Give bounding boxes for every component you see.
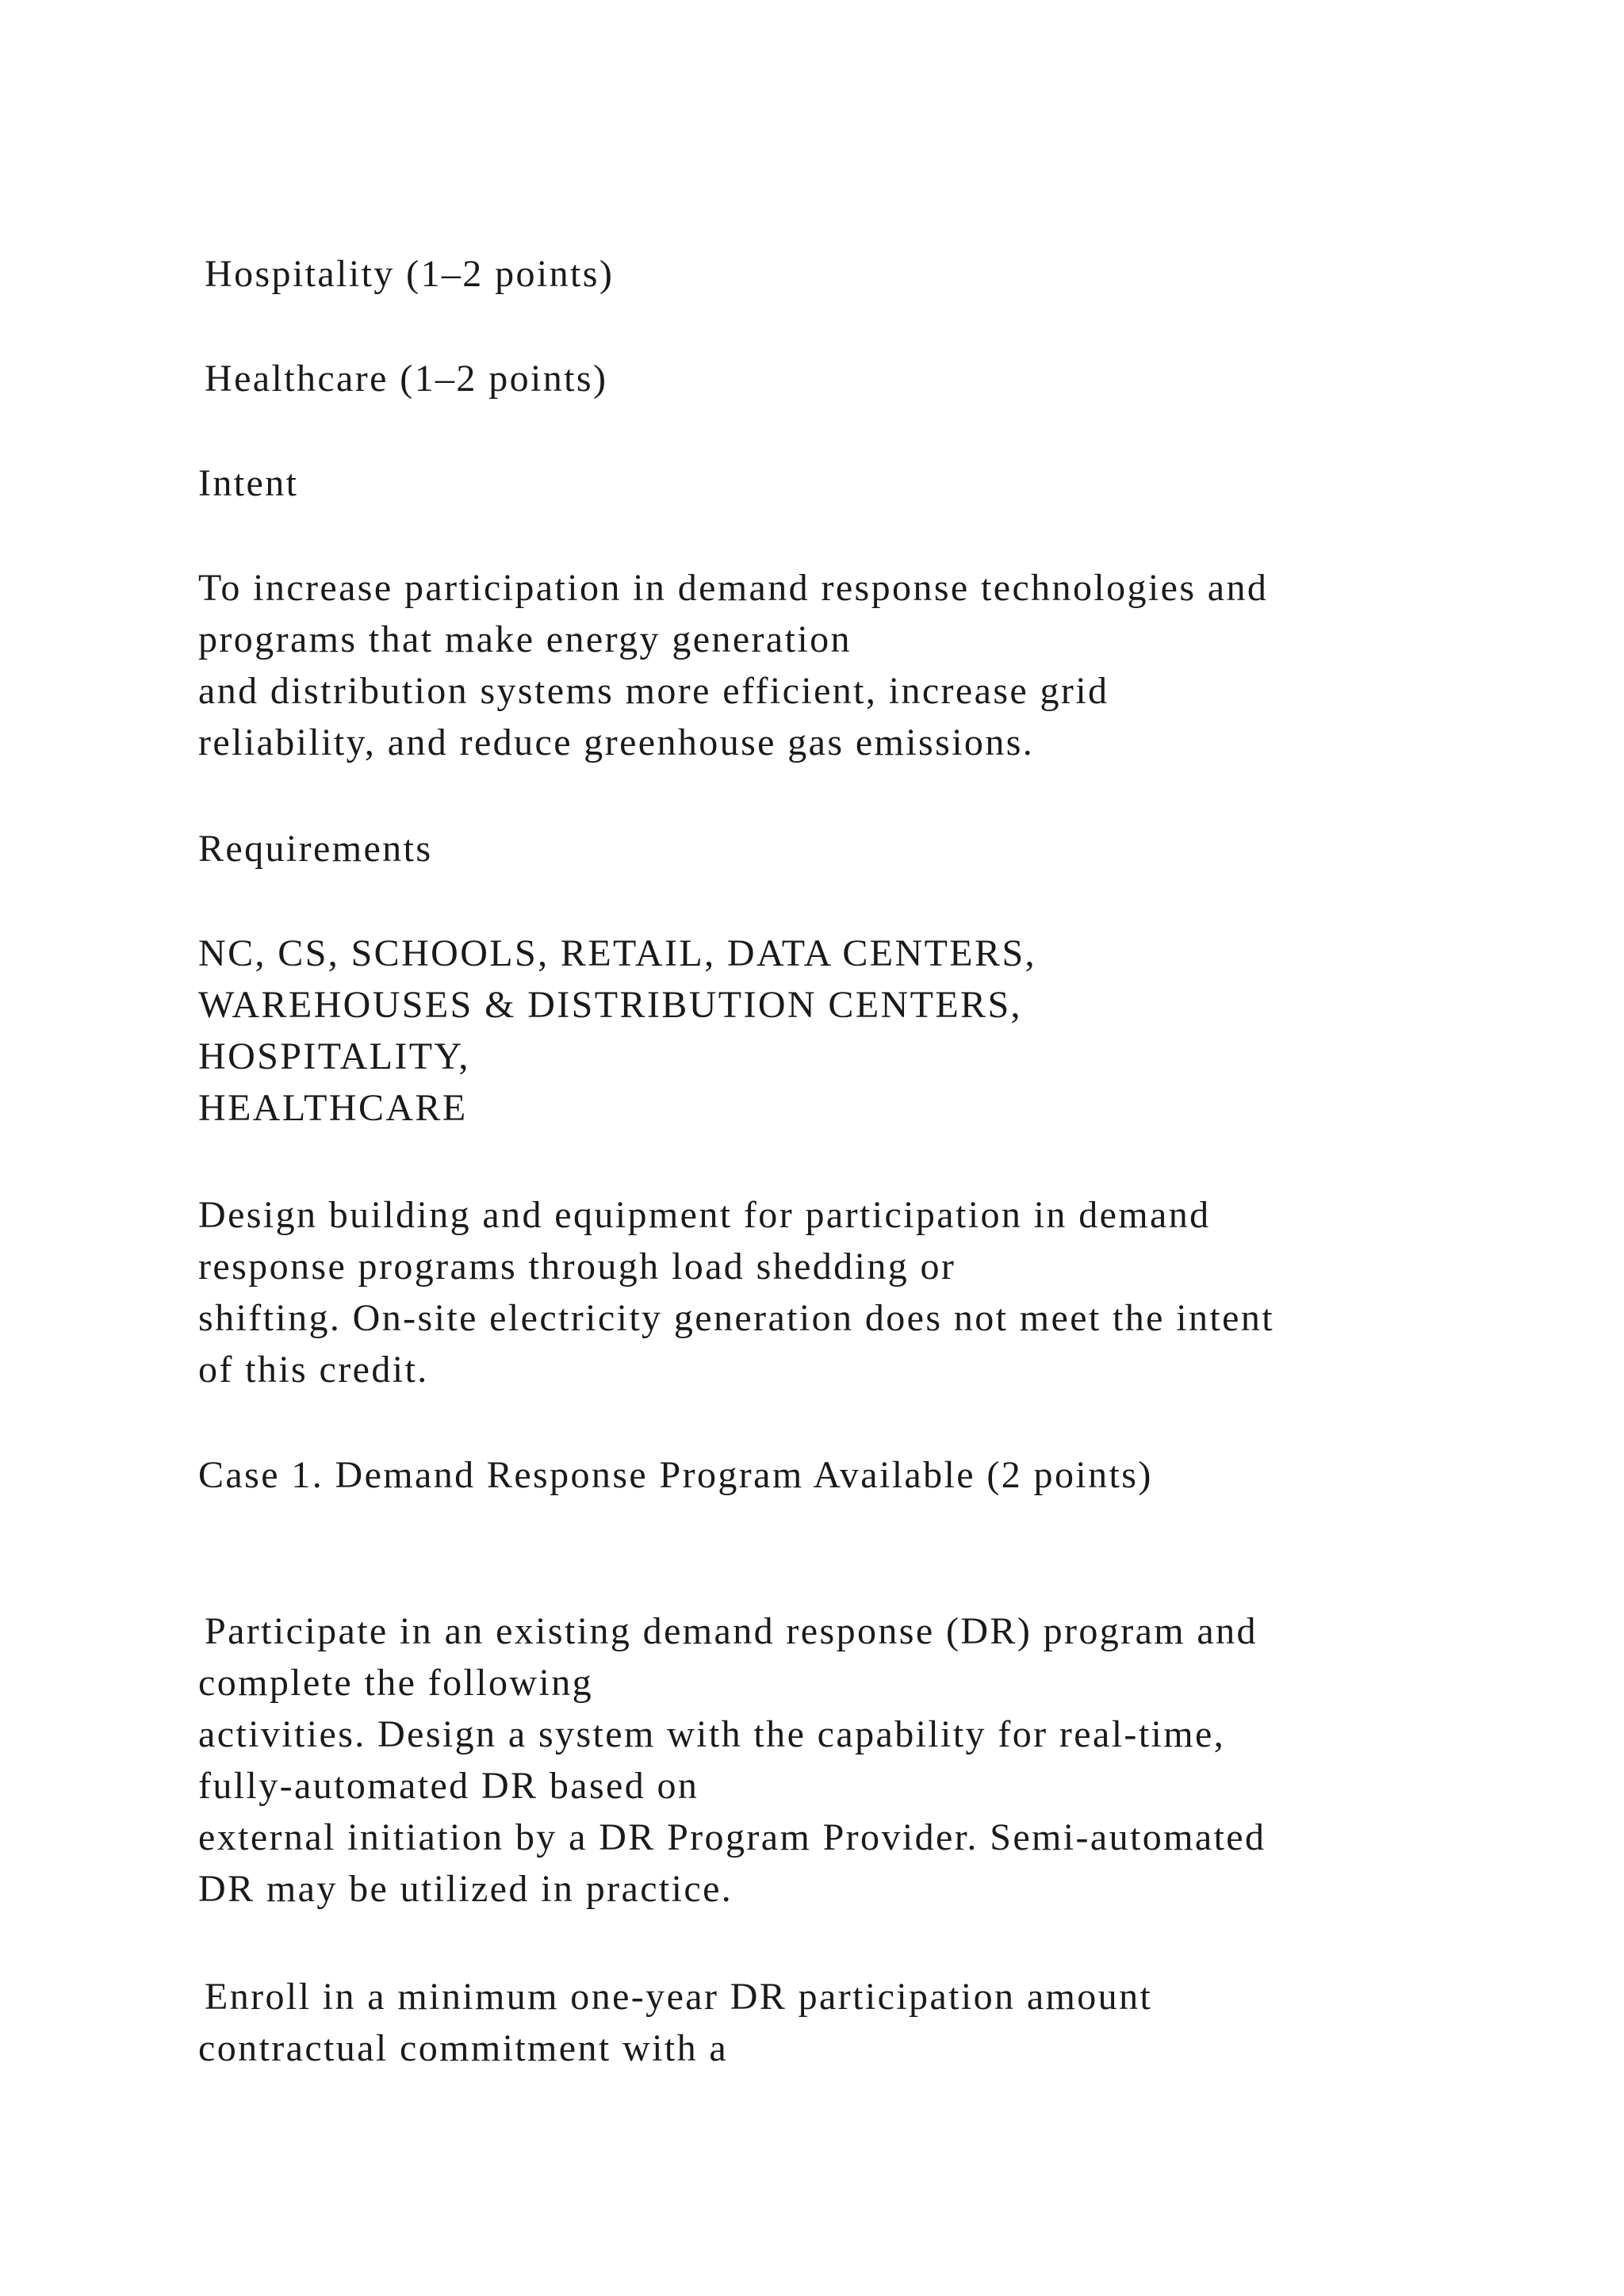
paragraph-line: Participate in an existing demand response (DR) program and bbox=[205, 1610, 1258, 1652]
paragraph-line: HOSPITALITY, bbox=[198, 1035, 470, 1077]
paragraph-line: complete the following bbox=[198, 1662, 594, 1704]
paragraph-line: contractual commitment with a bbox=[198, 2027, 729, 2069]
heading-text: Case 1. Demand Response Program Available (2 points) bbox=[198, 1454, 1153, 1496]
paragraph-line: of this credit. bbox=[198, 1349, 429, 1391]
heading-text: Requirements bbox=[198, 828, 433, 870]
paragraph-line: WAREHOUSES & DISTRIBUTION CENTERS, bbox=[198, 984, 1022, 1026]
paragraph-line: and distribution systems more efficient, increase grid bbox=[198, 670, 1109, 712]
paragraph-line: DR may be utilized in practice. bbox=[198, 1868, 733, 1910]
list-item-healthcare bbox=[198, 353, 1483, 404]
paragraph-line: programs that make energy generation bbox=[198, 618, 852, 660]
paragraph-line: activities. Design a system with the capability for real-time, bbox=[198, 1713, 1226, 1755]
paragraph-line: response programs through load shedding or bbox=[198, 1246, 956, 1288]
list-item-text: Healthcare (1–2 points) bbox=[205, 358, 608, 400]
list-item-text: Hospitality (1–2 points) bbox=[205, 253, 615, 295]
paragraph-line: Enroll in a minimum one-year DR participation amount bbox=[205, 1976, 1153, 2018]
case-heading bbox=[198, 1449, 1483, 1501]
list-item-hospitality bbox=[198, 248, 1483, 300]
heading-text: Intent bbox=[198, 462, 299, 504]
heading-requirements bbox=[198, 823, 1483, 874]
list-item-participate bbox=[198, 1605, 1483, 1915]
paragraph-line: fully-automated DR based on bbox=[198, 1765, 699, 1807]
paragraph-line: external initiation by a DR Program Provider. Semi-automated bbox=[198, 1816, 1266, 1858]
paragraph-line: shifting. On-site electricity generation does not meet the intent bbox=[198, 1297, 1274, 1339]
rating-systems-paragraph bbox=[198, 928, 1483, 1134]
heading-intent bbox=[198, 457, 1483, 509]
paragraph-line: To increase participation in demand response technologies and bbox=[198, 567, 1269, 609]
paragraph-line: HEALTHCARE bbox=[198, 1087, 468, 1129]
paragraph-line: Design building and equipment for participation in demand bbox=[198, 1194, 1211, 1236]
paragraph-line: reliability, and reduce greenhouse gas emissions. bbox=[198, 721, 1035, 763]
list-item-enroll bbox=[198, 1971, 1483, 2074]
design-paragraph bbox=[198, 1189, 1483, 1395]
intent-paragraph bbox=[198, 562, 1483, 768]
paragraph-line: NC, CS, SCHOOLS, RETAIL, DATA CENTERS, bbox=[198, 932, 1036, 974]
